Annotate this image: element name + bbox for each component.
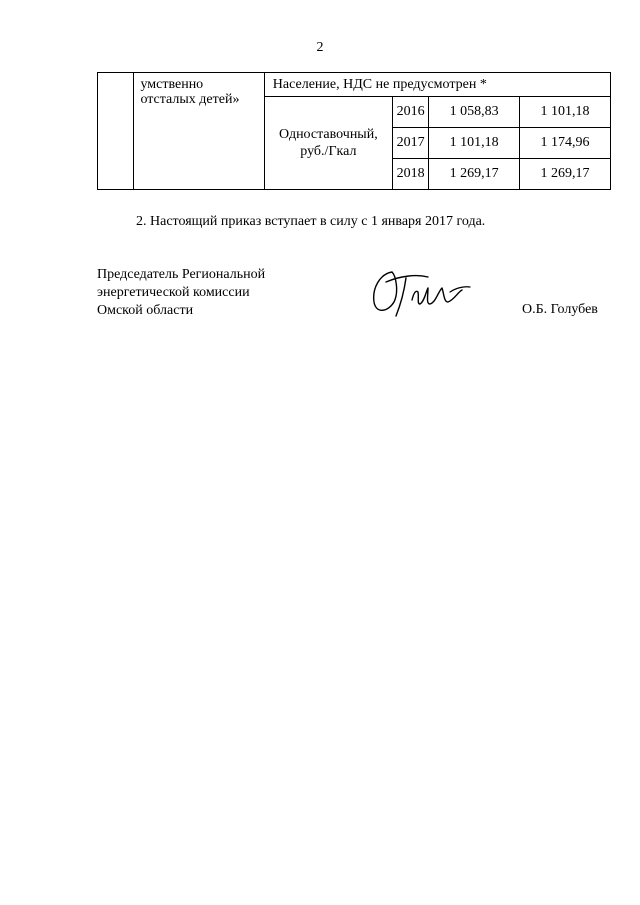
tariff-value-cell: 1 269,17 xyxy=(429,159,520,190)
tariff-table xyxy=(97,72,611,190)
group-header-cell: Население, НДС не предусмотрен * xyxy=(264,73,610,97)
order-effective-paragraph: 2. Настоящий приказ вступает в силу с 1 января 2017 года. xyxy=(136,214,486,229)
signer-title-line: Председатель Региональной xyxy=(97,267,266,282)
tariff-value-cell: 1 174,96 xyxy=(520,128,611,159)
tariff-value-cell: 1 058,83 xyxy=(429,97,520,128)
table-row xyxy=(98,73,611,97)
consumer-category-cell: умственно отсталых детей» xyxy=(134,73,264,190)
handwritten-signature xyxy=(366,262,476,320)
signer-title-line: Омской области xyxy=(97,303,194,318)
year-cell: 2017 xyxy=(392,128,428,159)
signer-title-line: энергетической комиссии xyxy=(97,285,250,300)
signer-title xyxy=(97,266,265,320)
row-number-cell xyxy=(98,73,134,190)
tariff-type-cell: Одноставочный, руб./Гкал xyxy=(264,97,392,190)
year-cell: 2018 xyxy=(392,159,428,190)
tariff-value-cell: 1 101,18 xyxy=(520,97,611,128)
year-cell: 2016 xyxy=(392,97,428,128)
page-number: 2 xyxy=(316,40,324,55)
tariff-value-cell: 1 269,17 xyxy=(520,159,611,190)
signer-name: О.Б. Голубев xyxy=(522,302,598,317)
tariff-value-cell: 1 101,18 xyxy=(429,128,520,159)
